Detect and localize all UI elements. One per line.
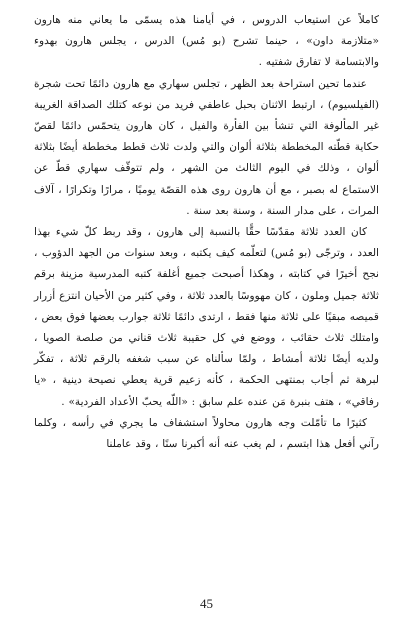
paragraph-2: عندما تحين استراحة بعد الظهر ، تجلس سهاري مع هارون دائمًا تحت شجرة (الفيلسيوم) ، ارتبط الاثنان بحبل عاطفي فريد من نوعه كتلك الصداقة الغريبة غير المألوفة التي تنشأ بين الفأرة والفيل ، كان هارون يتحمّس دائمًا لقصّ حكاية قطّته المخططة بثلاثة ألوان والتي ولدت ثلاث قطط مخططة أيضًا بثلاثة ألوان ، وذلك في اليوم الثالث من الشهر ، ولم تتوقّف سهاري قطّ عن الاستماع له بصبر ، مع أن هارون روى هذه القصّة يوميًا ، مرارًا وتكرارًا ، آلاف المرات ، على مدار السنة ، وسنة بعد سنة . bbox=[34, 77, 379, 217]
paragraph-4: كثيرًا ما تأمّلت وجه هارون محاولاً استشفاف ما يجري في رأسه ، وكلما رآني أفعل هذا ابتسم ، لم يغب عنه أنه أكبرنا سنًا ، وقد عاملنا bbox=[34, 416, 379, 451]
paragraph-1: كاملاً عن استيعاب الدروس ، في أيامنا هذه يسمّى ما يعاني منه هارون «متلازمة داون» ، حينما تشرح (بو مُس) الدرس ، يجلس هارون بهدوء والابتسامة لا تفارق شفتيه . bbox=[34, 14, 379, 69]
page-number: 45 bbox=[200, 596, 213, 611]
paragraph-3: كان العدد ثلاثة مقدّسًا حقًّا بالنسبة إلى هارون ، وقد ربط كلّ شيء بهذا العدد ، وترجّى (بو مُس) لتعلّمه كيف يكتبه ، وبعد سنوات من الجهد الدؤوب ، نجح أخيرًا في كتابته ، وهكذا أصبحت جميع أغلفة كتبه المدرسية مزينة برقم ثلاثة جميل وملون ، كان مهووسًا بالعدد ثلاثة ، وفي كثير من الأحيان انتزع أزرار قميصه مبقيًا على ثلاثة منها فقط ، ارتدى دائمًا ثلاثة جوارب بعضها فوق بعض ، وامتلك ثلاث حقائب ، ووضع في كل حقيبة ثلاث قناني من صلصة الصويا ، ولديه أيضًا ثلاثة أمشاط ، ولمّا سألناه عن سبب شغفه بالرقم ثلاثة ، تفكّر لبرهة ثم أجاب بمنتهى الحكمة ، كأنه زعيم قرية يعطي نصيحة دينية ، «يا رفاقي» ، هتف بنبرة مَن عنده علم سابق : «اللّه يحبّ الأعداد الفردية» . bbox=[34, 226, 379, 408]
body-text bbox=[34, 10, 379, 455]
